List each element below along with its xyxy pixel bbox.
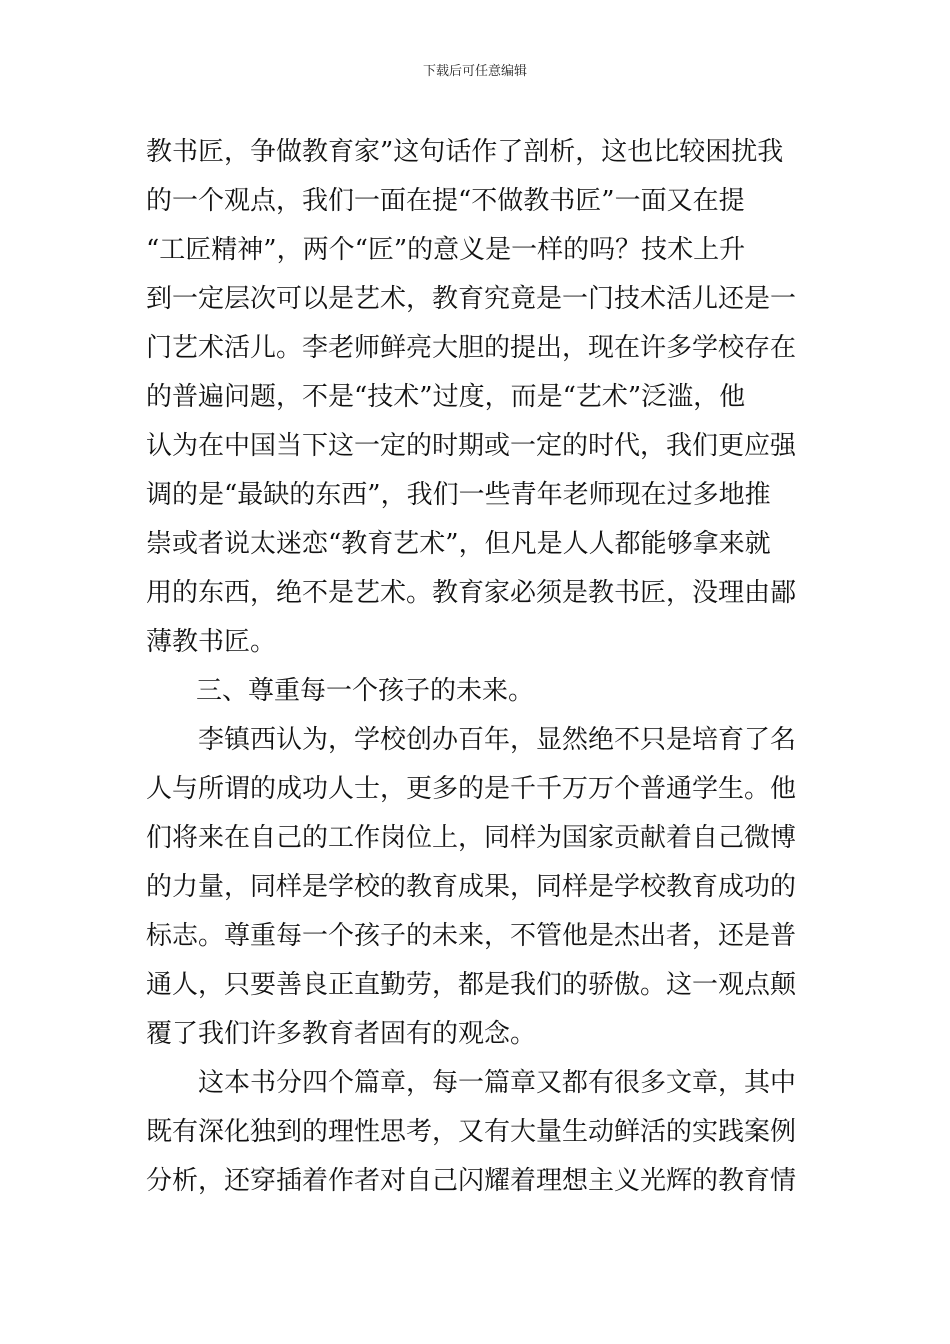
text-line: 调的是“最缺的东西”，我们一些青年老师现在过多地推: [146, 480, 771, 510]
text-line: 的力量，同样是学校的教育成果，同样是学校教育成功的: [146, 872, 797, 902]
paragraph-4: [146, 1059, 808, 1206]
text-line: 教书匠，争做教育家”这句话作了剖析，这也比较困扰我: [146, 137, 784, 167]
text-line: 通人，只要善良正直勤劳，都是我们的骄傲。这一观点颠: [146, 970, 797, 1000]
text-line: 覆了我们许多教育者固有的观念。: [146, 1019, 537, 1049]
text-line: 薄教书匠。: [146, 627, 277, 657]
section-heading: [146, 667, 808, 716]
text-line: 分析，还穿插着作者对自己闪耀着理想主义光辉的教育情: [146, 1166, 797, 1196]
text-line: 的普遍问题，不是“技术”过度，而是“艺术”泛滥，他: [146, 382, 746, 412]
text-line: 们将来在自己的工作岗位上，同样为国家贡献着自己微博: [146, 823, 797, 853]
section-heading-text: 三、尊重每一个孩子的未来。: [196, 676, 535, 706]
document-body: [146, 128, 808, 1206]
text-line: 门艺术活儿。李老师鲜亮大胆的提出，现在许多学校存在: [146, 333, 797, 363]
text-line: 标志。尊重每一个孩子的未来，不管他是杰出者，还是普: [146, 921, 797, 951]
text-line: 李镇西认为，学校创办百年，显然绝不只是培育了名: [198, 725, 797, 755]
text-line: 人与所谓的成功人士，更多的是千千万万个普通学生。他: [146, 774, 797, 804]
text-line: 认为在中国当下这一定的时期或一定的时代，我们更应强: [146, 431, 797, 461]
text-line: 崇或者说太迷恋“教育艺术”，但凡是人人都能够拿来就: [146, 529, 771, 559]
paragraph-3: [146, 716, 808, 1059]
text-line: 这本书分四个篇章，每一篇章又都有很多文章，其中: [198, 1068, 797, 1098]
text-line: “工匠精神”，两个“匠”的意义是一样的吗？技术上升: [146, 235, 746, 265]
text-line: 的一个观点，我们一面在提“不做教书匠”一面又在提: [146, 186, 745, 216]
text-line: 既有深化独到的理性思考，又有大量生动鲜活的实践案例: [146, 1117, 797, 1147]
paragraph-1: [146, 128, 808, 667]
text-line: 到一定层次可以是艺术，教育究竟是一门技术活儿还是一: [146, 284, 797, 314]
text-line: 用的东西，绝不是艺术。教育家必须是教书匠，没理由鄙: [146, 578, 797, 608]
page-header: 下载后可任意编辑: [422, 64, 527, 79]
